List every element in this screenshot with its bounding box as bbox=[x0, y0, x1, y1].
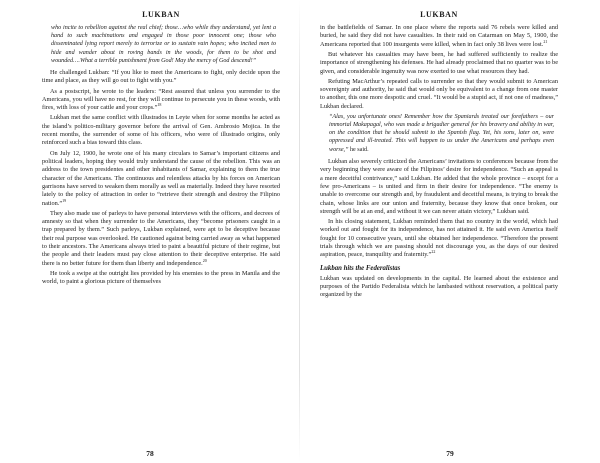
paragraph: He took a swipe at the outright lies provided by his enemies to the press in Manila and the world, to paint a glorious picture of themselves bbox=[42, 269, 280, 286]
page-number: 79 bbox=[446, 449, 454, 458]
paragraph bbox=[320, 218, 558, 260]
footnote-marker: 19 bbox=[62, 197, 67, 203]
paragraph bbox=[42, 210, 280, 268]
paragraph bbox=[320, 24, 558, 49]
paragraph: Lukban met the same conflict with illustrados in Leyte when for some months he acted as the island’s politico-military governor before the arrival of Gen. Ambrosio Mojica. In the recent months, the surrender of some of his officers, who were of illustrado origins, only reinforced such a bias toward this class. bbox=[42, 114, 280, 147]
left-body-text bbox=[42, 24, 280, 440]
section-heading: Lukban hits the Federalistas bbox=[320, 264, 401, 272]
quote-attribution: he said. bbox=[348, 146, 369, 153]
footnote-marker: 22 bbox=[431, 249, 436, 255]
paragraph bbox=[42, 88, 280, 113]
paragraph: Lukban was updated on developments in the capital. He learned about the existence and purposes of the Partido Federalista which he lambasted without reservation, a political party organized by the bbox=[320, 274, 558, 299]
paragraph-text: In his closing statement, Lukban reminded them that no country in the world, which had worked out and fought for its independence, has not attained it. He said even America itself fought for 10 consecutive years, until she obtained her independence. “Therefore the present trials through which we are passing should not discourage you, as the days of our desired aspiration, peace, tranquility and fraternity.” bbox=[320, 218, 558, 259]
quote-text: “Alas, you unfortunate ones! Remember how the Spaniards treated our forefathers – our immortal Makapagal, who was made a brigadier general for his bravery and ability in war, on the condition that he should submit to the Spanish flag. Yet, his sons, later on, were oppressed and ill-treated. This will happen to us under the Americans and perhaps even worse,” bbox=[329, 113, 554, 153]
block-quote: who incite to rebellion against the real chief; those…who while they understand, yet lent a hand to such machinations and engaged in those poor innocent one; those who disseminated lying report merely to terrorize or to sustain vain hopes; who incited men to hide and wander about in roving bands in the woods, for them to be shot and wounded….What a terrible punishment from God! May the mercy of God descend!” bbox=[51, 25, 276, 64]
paragraph-text: On July 12, 1900, he wrote one of his many circulars to Samar’s important citizens and political leaders, hoping they would truly understand the cause of the rebellion. This was an address to the town presidentes and other inhabitants of Samar, explaining to them the true character of the Americans. The continuous and relentless attacks by his forces on American garrisons have served to weaken them morally as well as materially. Indeed they have resorted lately to the policy of attraction in order to “retrieve their strength and destroy the Filipino nation.” bbox=[42, 149, 280, 207]
footnote-marker: 18 bbox=[157, 102, 162, 108]
paragraph: But whatever his casualties may have been, he had suffered sufficiently to realize the importance of strengthening his defenses. He had already proclaimed that no quarter was to be given, and considerable ingenuity was now exerted to use what resources they had. bbox=[320, 50, 558, 75]
paragraph bbox=[42, 150, 280, 208]
footnote-marker: 21 bbox=[543, 38, 548, 44]
footnote-marker: 20 bbox=[202, 257, 207, 263]
paragraph-text: in the battlefields of Samar. In one place where the reports said 76 rebels were killed and buried, he said they did not have casualties. In their raid on Catarman on May 5, 1900, the Americans reported that 100 insurgents were killed, when in fact only 38 lives were lost. bbox=[320, 24, 558, 48]
paragraph: Lukban also severely criticized the Americans’ invitations to conferences because from the very beginning they were aware of the Filipinos’ desire for independence. “Such an appeal is a mere deceitful contrivance,” said Lukban. He added that the whole province – except for a few pro-Americans – is united and firm in their desire for independence. “The enemy is unable to overcome our strength and, by fraudulent and deceitful means, is trying to break the chain, whose links are our union and fraternity, because they know that once broken, our strength will be at an end, and without it we can never attain victory,” Lukban said. bbox=[320, 157, 558, 215]
running-head: LUKBAN bbox=[420, 10, 458, 19]
right-page bbox=[300, 0, 600, 463]
paragraph: He challenged Lukban: “If you like to meet the Americans to fight, only decide upon the time and place, as they will go out to fight with you.” bbox=[42, 69, 280, 85]
running-head: LUKBAN bbox=[142, 10, 180, 19]
block-quote bbox=[320, 113, 558, 154]
right-body-text bbox=[320, 24, 558, 440]
page-number: 78 bbox=[146, 449, 154, 458]
paragraph-text: As a postscript, he wrote to the leaders: “Rest assured that unless you surrender to the Americans, you will have no rest, for they will continue to persecute you in these woods, with fires, with loss of your cattle and your crops.” bbox=[42, 87, 280, 112]
paragraph: Refuting MacArthur’s repeated calls to surrender so that they would submit to American sovereignty and authority, he said that would only be equivalent to a change from one master to another, this one more despotic and cruel. “It would be a stupid act, if not one of madness,” Lukban declared. bbox=[320, 77, 558, 110]
paragraph-text: They also made use of parleys to have personal interviews with the officers, and decrees of amnesty so that when they surrender to the Americans, they “become prisoners caught in a trap prepared by them.” Such parleys, Lukban explained, were apt to be deceptive because their real purpose was overlooked. He cautioned against being carried away as what happened to their ancestors. The Americans always tried to paint a beautiful picture of their regime, but the people and their leaders must pay close attention to their deceptive enterprise. He said there is no better future for them than liberty and independence. bbox=[42, 209, 280, 267]
